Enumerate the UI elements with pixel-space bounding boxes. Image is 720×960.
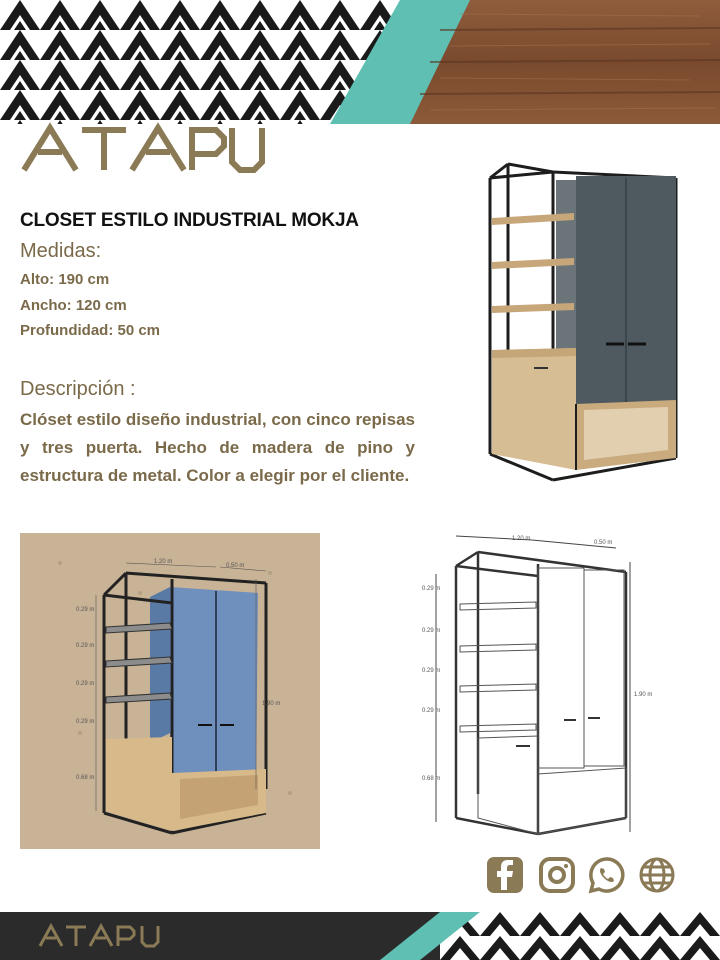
drawing-height-label: 1.90 m: [634, 692, 653, 698]
instagram-icon[interactable]: [538, 856, 576, 894]
drawing-depth-label: 0.50 m: [594, 540, 613, 546]
depth-spec: Profundidad: 50 cm: [20, 322, 161, 339]
drawing-shelf-gap-1: 0.29 m: [422, 586, 441, 592]
sketch-depth-label: 0.50 m: [226, 563, 245, 569]
sketch-shelf-gap-4: 0.29 m: [76, 719, 95, 725]
sketch-width-label: 1.20 m: [154, 559, 173, 565]
sketch-shelf-gap-1: 0.29 m: [76, 607, 95, 613]
drawing-shelf-gap-4: 0.29 m: [422, 708, 441, 714]
sketch-height-label: 1.90 m: [262, 701, 281, 707]
measures-heading: Medidas:: [20, 240, 102, 262]
product-photo: [478, 158, 683, 488]
height-spec: Alto: 190 cm: [20, 271, 110, 288]
width-spec: Ancho: 120 cm: [20, 297, 127, 314]
sketch-render: [20, 533, 320, 849]
sketch-shelf-gap-3: 0.29 m: [76, 681, 95, 687]
drawing-shelf-gap-2: 0.29 m: [422, 628, 441, 634]
sketch-shelf-gap-2: 0.29 m: [76, 643, 95, 649]
description-heading: Descripción :: [20, 378, 136, 400]
description-text: Clóset estilo diseño industrial, con cinco repisas y tres puerta. Hecho de madera de pino y estructura de metal. Color a elegir por el cliente.: [20, 410, 415, 485]
brand-logo: [20, 122, 265, 174]
product-title: CLOSET ESTILO INDUSTRIAL MOKJA: [20, 210, 359, 231]
facebook-icon[interactable]: [486, 856, 524, 894]
footer-banner: [0, 912, 720, 960]
technical-drawing: [420, 522, 680, 840]
header-banner: [0, 0, 720, 124]
drawing-width-label: 1.20 m: [512, 536, 531, 542]
sketch-bottom-gap: 0.68 m: [76, 775, 95, 781]
whatsapp-icon[interactable]: [588, 856, 626, 894]
drawing-shelf-gap-3: 0.29 m: [422, 668, 441, 674]
drawing-bottom-gap: 0.68 m: [422, 776, 441, 782]
globe-icon[interactable]: [638, 856, 676, 894]
